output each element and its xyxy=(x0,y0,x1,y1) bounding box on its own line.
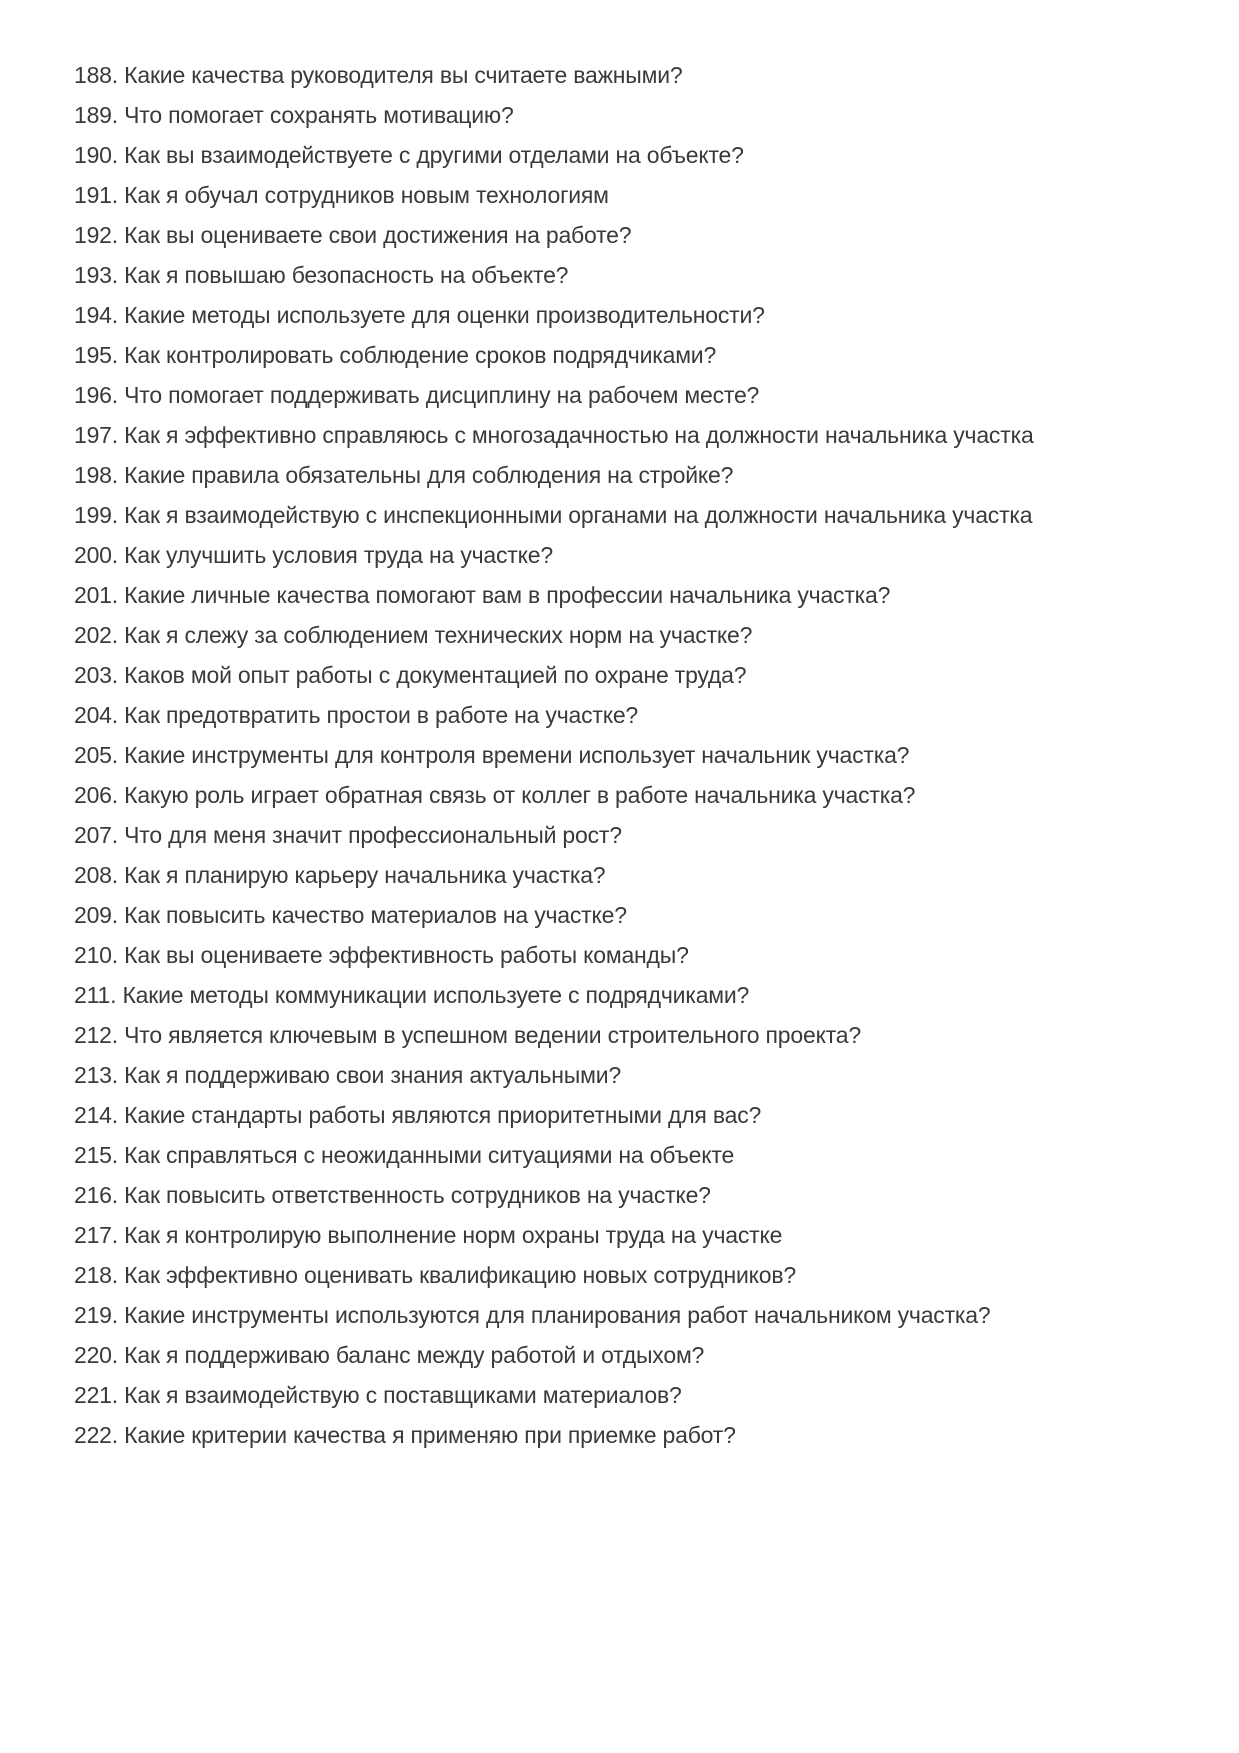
list-item: 218. Как эффективно оценивать квалификацию новых сотрудников? xyxy=(74,1262,796,1288)
list-item: 202. Как я слежу за соблюдением технических норм на участке? xyxy=(74,622,753,648)
list-item: 192. Как вы оцениваете свои достижения на работе? xyxy=(74,222,632,248)
list-item: 193. Как я повышаю безопасность на объекте? xyxy=(74,262,569,288)
list-item: 200. Как улучшить условия труда на участке? xyxy=(74,542,553,568)
list-item: 212. Что является ключевым в успешном ведении строительного проекта? xyxy=(74,1022,861,1048)
list-item: 208. Как я планирую карьеру начальника участка? xyxy=(74,862,606,888)
list-item: 203. Каков мой опыт работы с документацией по охране труда? xyxy=(74,662,747,688)
list-item: 196. Что помогает поддерживать дисциплину на рабочем месте? xyxy=(74,382,760,408)
list-item: 194. Какие методы используете для оценки производительности? xyxy=(74,302,765,328)
list-item: 207. Что для меня значит профессиональный рост? xyxy=(74,822,622,848)
list-item: 195. Как контролировать соблюдение сроков подрядчиками? xyxy=(74,342,717,368)
list-item: 205. Какие инструменты для контроля времени использует начальник участка? xyxy=(74,742,910,768)
list-item: 189. Что помогает сохранять мотивацию? xyxy=(74,102,514,128)
list-item: 219. Какие инструменты используются для планирования работ начальником участка? xyxy=(74,1302,991,1328)
list-item: 204. Как предотвратить простои в работе на участке? xyxy=(74,702,639,728)
list-item: 213. Как я поддерживаю свои знания актуальными? xyxy=(74,1062,621,1088)
list-item: 188. Какие качества руководителя вы считаете важными? xyxy=(74,62,683,88)
list-item: 222. Какие критерии качества я применяю при приемке работ? xyxy=(74,1422,736,1448)
list-item: 190. Как вы взаимодействуете с другими отделами на объекте? xyxy=(74,142,744,168)
list-item: 215. Как справляться с неожиданными ситуациями на объекте xyxy=(74,1142,735,1168)
list-item: 206. Какую роль играет обратная связь от коллег в работе начальника участка? xyxy=(74,782,916,808)
list-item: 198. Какие правила обязательны для соблюдения на стройке? xyxy=(74,462,734,488)
list-item: 210. Как вы оцениваете эффективность работы команды? xyxy=(74,942,689,968)
list-item: 216. Как повысить ответственность сотрудников на участке? xyxy=(74,1182,711,1208)
list-item: 199. Как я взаимодействую с инспекционными органами на должности начальника участка xyxy=(74,502,1033,528)
list-item: 221. Как я взаимодействую с поставщиками материалов? xyxy=(74,1382,682,1408)
list-item: 201. Какие личные качества помогают вам в профессии начальника участка? xyxy=(74,582,891,608)
list-item: 191. Как я обучал сотрудников новым технологиям xyxy=(74,182,609,208)
question-list xyxy=(74,55,1199,1455)
list-item: 197. Как я эффективно справляюсь с многозадачностью на должности начальника участка xyxy=(74,422,1034,448)
list-item: 217. Как я контролирую выполнение норм охраны труда на участке xyxy=(74,1222,783,1248)
list-item: 211. Какие методы коммуникации используете с подрядчиками? xyxy=(74,982,750,1008)
list-item: 214. Какие стандарты работы являются приоритетными для вас? xyxy=(74,1102,762,1128)
list-item: 220. Как я поддерживаю баланс между работой и отдыхом? xyxy=(74,1342,705,1368)
list-item: 209. Как повысить качество материалов на участке? xyxy=(74,902,627,928)
